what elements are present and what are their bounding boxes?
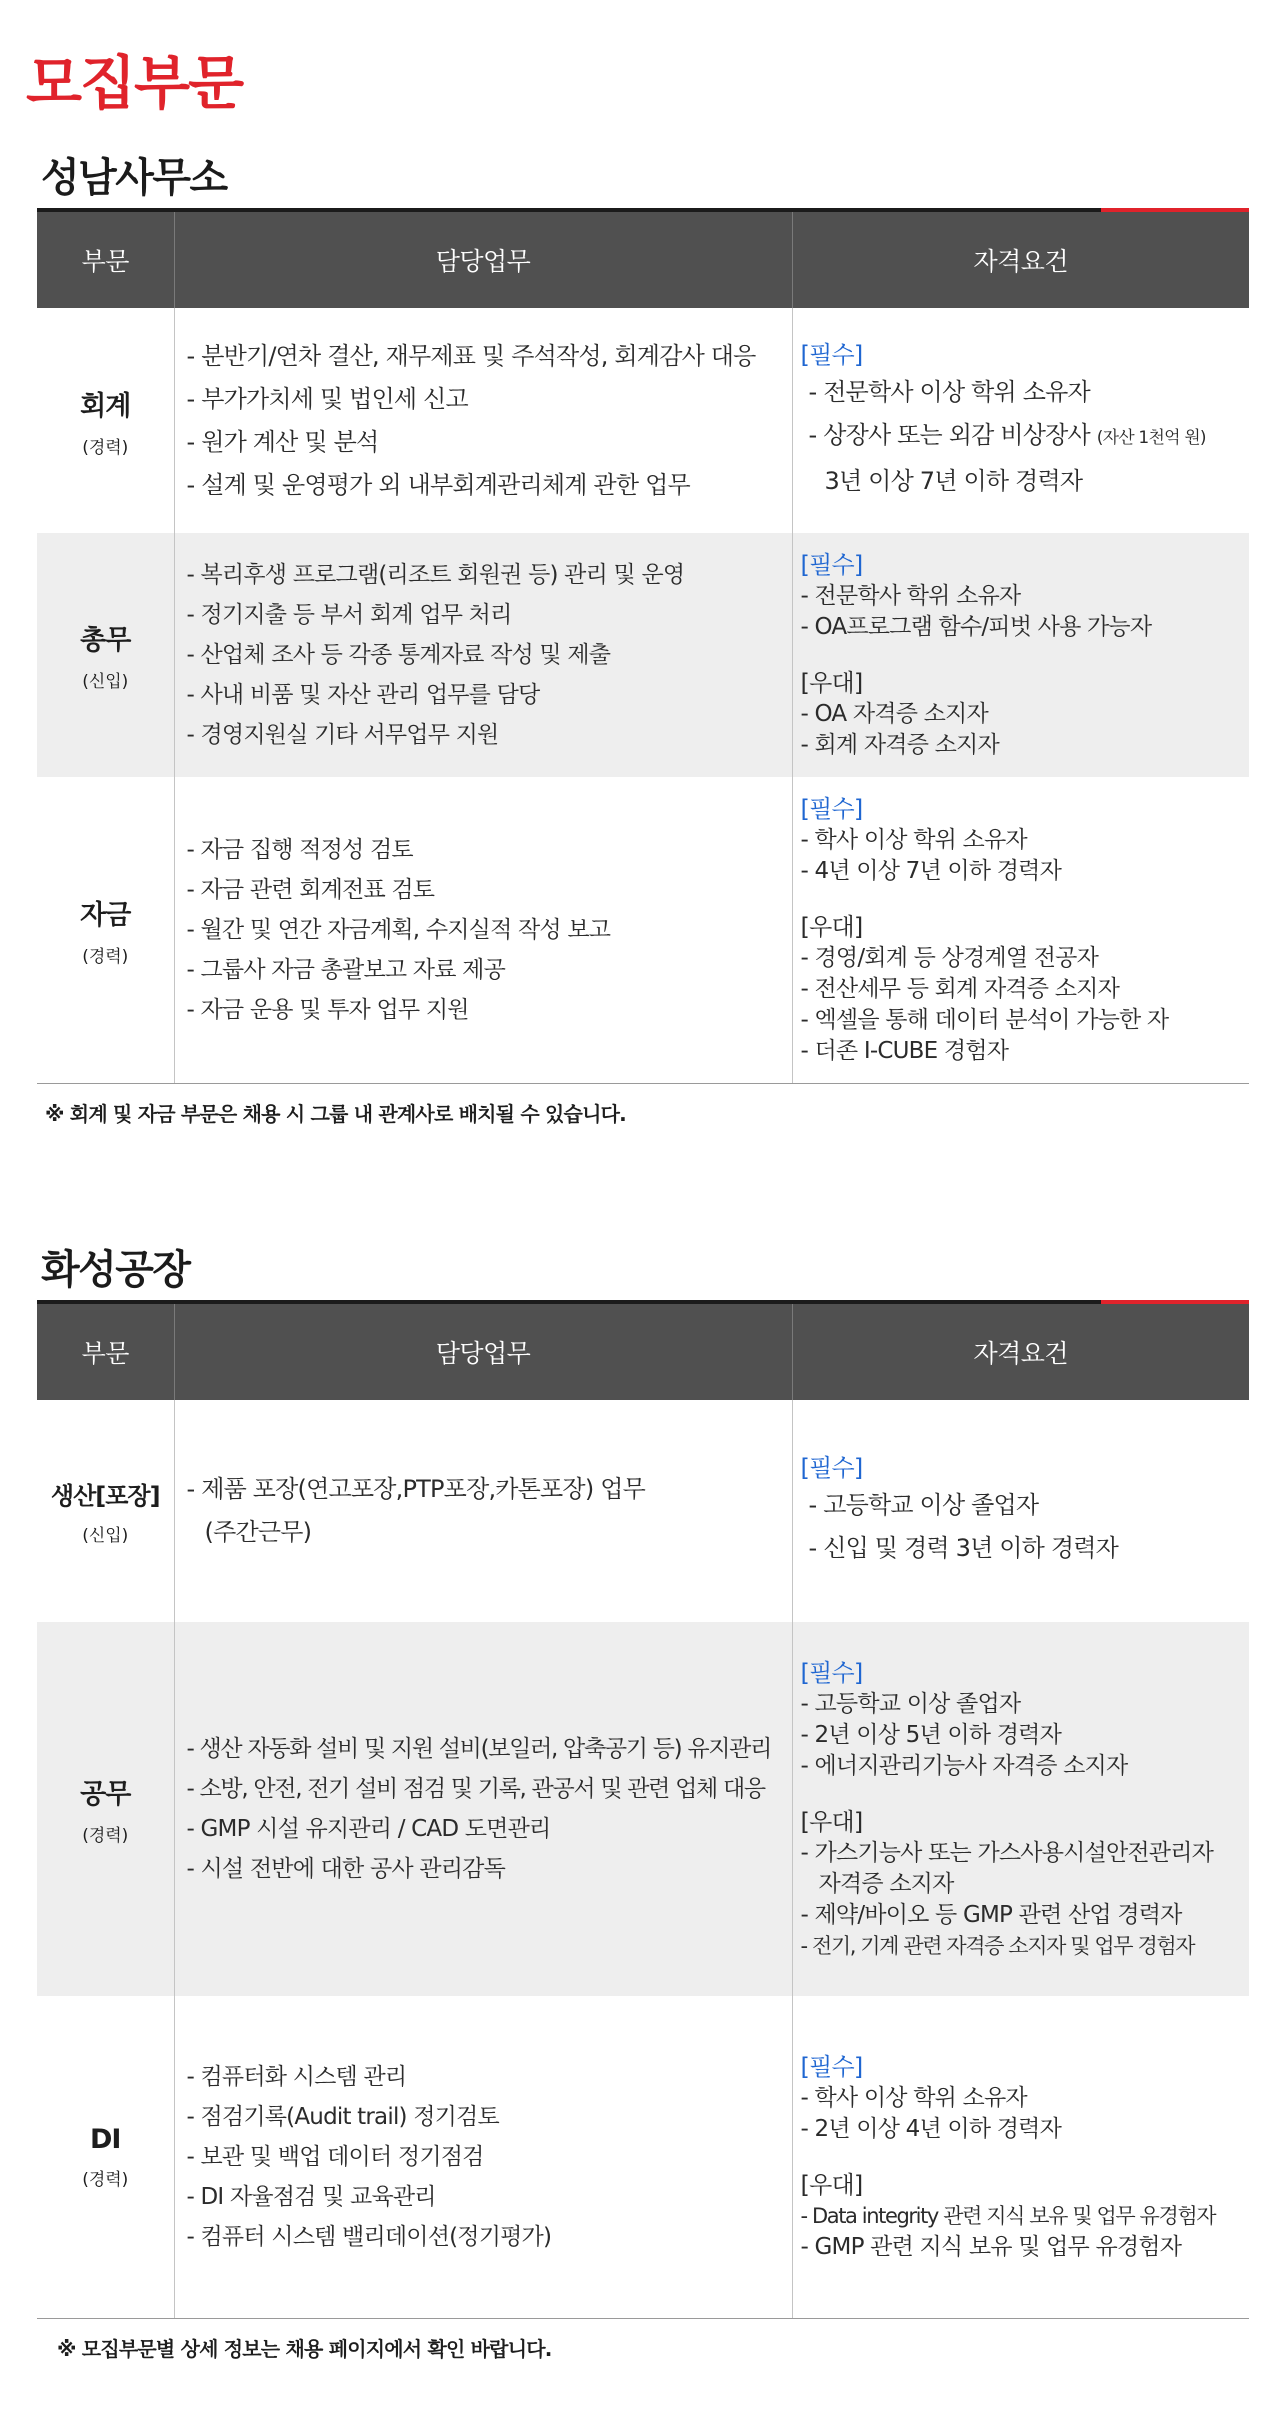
duty-list	[175, 335, 792, 507]
dept-name: 자금	[80, 900, 131, 931]
requirements-cell	[792, 308, 1249, 533]
duty-list	[175, 2057, 792, 2257]
table-row	[37, 1622, 1249, 1996]
duties-cell	[174, 1400, 792, 1622]
required-label: [필수]	[800, 1658, 863, 1687]
table-bottom-rule	[37, 1083, 1249, 1084]
requirement-block	[793, 2051, 1250, 2263]
list-item: - 제품 포장(연고포장,PTP포장,카톤포장) 업무	[186, 1475, 645, 1503]
required-label: [필수]	[800, 1454, 863, 1482]
requirement-note: (자산 1천억 원)	[1096, 427, 1206, 448]
list-item: - 정기지출 등 부서 회계 업무 처리	[186, 602, 512, 628]
section-hwaseong-factory	[37, 1240, 1249, 2362]
list-item: - 자금 집행 적정성 검토	[186, 837, 413, 863]
spacer	[801, 643, 1250, 667]
list-item: - 사내 비품 및 자산 관리 업무를 담당	[186, 682, 540, 708]
list-item: 자격증 소지자	[818, 1870, 954, 1897]
list-item: - 산업체 조사 등 각종 통계자료 작성 및 제출	[186, 642, 611, 668]
hire-type: (경력)	[82, 1826, 129, 1846]
list-item: - 제약/바이오 등 GMP 관련 산업 경력자	[800, 1901, 1182, 1928]
list-item: - DI 자율점검 및 교육관리	[186, 2184, 436, 2210]
accent-rule	[1101, 1300, 1249, 1304]
dept-name: 총무	[80, 625, 131, 656]
required-label: [필수]	[800, 340, 863, 369]
hire-type: (경력)	[82, 947, 129, 967]
requirement-block	[793, 549, 1250, 761]
duties-cell	[174, 533, 792, 777]
table-row	[37, 1996, 1249, 2318]
section-title: 화성공장	[41, 1247, 190, 1293]
dept-name: DI	[90, 2124, 121, 2155]
spacer	[801, 887, 1250, 911]
table-row	[37, 1400, 1249, 1622]
requirement-block	[793, 1452, 1250, 1570]
duty-list	[175, 1468, 792, 1554]
list-item: - 자금 운용 및 투자 업무 지원	[186, 997, 469, 1023]
recruitment-table	[37, 212, 1249, 1083]
preferred-label: [우대]	[800, 2171, 863, 2199]
required-label: [필수]	[800, 551, 863, 579]
list-item	[801, 414, 1250, 460]
dept-cell	[37, 1622, 174, 1996]
preferred-label: [우대]	[800, 1807, 863, 1836]
list-item: - 에너지관리기능사 자격증 소지자	[800, 1752, 1128, 1779]
requirements-cell	[792, 777, 1249, 1083]
hire-type: (경력)	[82, 437, 129, 458]
list-item: - 원가 계산 및 분석	[186, 427, 379, 456]
list-item: - 회계 자격증 소지자	[800, 732, 999, 758]
spacer	[801, 2145, 1250, 2169]
duties-cell	[174, 777, 792, 1083]
list-item: - 점검기록(Audit trail) 정기검토	[186, 2104, 499, 2130]
list-item: - 학사 이상 학위 소유자	[800, 2085, 1027, 2111]
list-item: - OA프로그램 함수/피벗 사용 가능자	[800, 614, 1152, 640]
hire-type: (신입)	[82, 1526, 129, 1546]
recruitment-table	[37, 1304, 1249, 2318]
list-item: - 분반기/연차 결산, 재무제표 및 주석작성, 회계감사 대응	[186, 341, 756, 370]
list-item: - 보관 및 백업 데이터 정기점검	[186, 2144, 484, 2170]
section-top-rule	[37, 1300, 1249, 1304]
list-item: - 설계 및 운영평가 외 내부회계관리체계 관한 업무	[186, 470, 690, 499]
list-item: - 고등학교 이상 졸업자	[808, 1491, 1039, 1519]
requirement-block	[793, 793, 1250, 1067]
hire-type: (신입)	[82, 672, 129, 692]
list-item: - 전문학사 학위 소유자	[800, 583, 1021, 609]
footnote: ※ 모집부문별 상세 정보는 채용 페이지에서 확인 바랍니다.	[57, 2337, 552, 2361]
duty-list	[175, 830, 792, 1030]
list-item: - 경영/회계 등 상경계열 전공자	[800, 945, 1099, 971]
list-item: - 월간 및 연간 자금계획, 수지실적 작성 보고	[186, 917, 611, 943]
hire-type: (경력)	[82, 2170, 129, 2190]
table-row	[37, 308, 1249, 533]
requirements-cell	[792, 533, 1249, 777]
dept-cell	[37, 1996, 174, 2318]
list-item: - 생산 자동화 설비 및 지원 설비(보일러, 압축공기 등) 유지관리	[186, 1736, 771, 1762]
list-item: - 4년 이상 7년 이하 경력자	[800, 858, 1061, 884]
list-item: - Data integrity 관련 지식 보유 및 업무 유경험자	[800, 2204, 1216, 2228]
footnote: ※ 회계 및 자금 부문은 채용 시 그룹 내 관계사로 배치될 수 있습니다.	[45, 1102, 626, 1126]
header-requirements: 자격요건	[792, 212, 1249, 308]
duties-cell	[174, 1996, 792, 2318]
list-item: - 고등학교 이상 졸업자	[800, 1690, 1021, 1717]
page-title: 모집부문	[26, 49, 243, 117]
list-item: - 2년 이상 5년 이하 경력자	[800, 1721, 1061, 1748]
table-header-row	[37, 1304, 1249, 1400]
list-item: - 자금 관련 회계전표 검토	[186, 877, 435, 903]
list-item: - 복리후생 프로그램(리조트 회원권 등) 관리 및 운영	[186, 562, 685, 588]
duty-list	[175, 1729, 792, 1889]
list-item: - 전산세무 등 회계 자격증 소지자	[800, 976, 1119, 1002]
list-item: - 컴퓨터 시스템 밸리데이션(정기평가)	[186, 2224, 552, 2250]
spacer	[801, 1782, 1250, 1806]
list-item: - GMP 관련 지식 보유 및 업무 유경험자	[800, 2234, 1182, 2260]
header-duties: 담당업무	[174, 1304, 792, 1400]
section-title: 성남사무소	[41, 155, 227, 201]
list-item: - 컴퓨터화 시스템 관리	[186, 2064, 407, 2090]
list-item: - 더존 I-CUBE 경험자	[800, 1038, 1009, 1064]
list-item: - 전기, 기계 관련 자격증 소지자 및 업무 경험자	[800, 1933, 1195, 1958]
requirement-text: - 상장사 또는 외감 비상장사	[808, 420, 1090, 449]
table-header-row	[37, 212, 1249, 308]
preferred-label: [우대]	[800, 669, 863, 697]
dept-name: 회계	[80, 390, 131, 422]
list-item: - 신입 및 경력 3년 이하 경력자	[808, 1534, 1119, 1562]
list-item: - 경영지원실 기타 서무업무 지원	[186, 722, 499, 748]
section-seongnam-office	[37, 148, 1249, 1127]
list-item: - 소방, 안전, 전기 설비 점검 및 기록, 관공서 및 관련 업체 대응	[186, 1776, 765, 1802]
dept-cell	[37, 533, 174, 777]
list-item: - 부가가치세 및 법인세 신고	[186, 384, 468, 413]
list-item: - 그룹사 자금 총괄보고 자료 제공	[186, 957, 505, 983]
header-duties: 담당업무	[174, 212, 792, 308]
list-item: - GMP 시설 유지관리 / CAD 도면관리	[186, 1816, 551, 1842]
list-item: (주간근무)	[204, 1518, 312, 1546]
required-label: [필수]	[800, 795, 863, 823]
preferred-label: [우대]	[800, 913, 863, 941]
header-dept: 부문	[37, 1304, 174, 1400]
duty-list	[175, 555, 792, 755]
requirement-block	[793, 1657, 1250, 1962]
duties-cell	[174, 1622, 792, 1996]
requirements-cell	[792, 1996, 1249, 2318]
list-item: - 가스기능사 또는 가스사용시설안전관리자	[800, 1839, 1214, 1866]
list-item: - 시설 전반에 대한 공사 관리감독	[186, 1856, 505, 1882]
list-item: - 전문학사 이상 학위 소유자	[808, 377, 1090, 406]
required-label: [필수]	[800, 2053, 863, 2081]
header-requirements: 자격요건	[792, 1304, 1249, 1400]
list-item: 3년 이상 7년 이하 경력자	[824, 466, 1083, 495]
table-bottom-rule	[37, 2318, 1249, 2319]
accent-rule	[1101, 208, 1249, 212]
header-dept: 부문	[37, 212, 174, 308]
list-item: - OA 자격증 소지자	[800, 701, 988, 727]
requirements-cell	[792, 1400, 1249, 1622]
dept-name: 공무	[80, 1779, 131, 1810]
dept-cell	[37, 1400, 174, 1622]
table-row	[37, 533, 1249, 777]
requirement-block	[793, 339, 1250, 503]
list-item: - 2년 이상 4년 이하 경력자	[800, 2116, 1061, 2142]
table-row	[37, 777, 1249, 1083]
duties-cell	[174, 308, 792, 533]
requirements-cell	[792, 1622, 1249, 1996]
dept-cell	[37, 777, 174, 1083]
list-item: - 엑셀을 통해 데이터 분석이 가능한 자	[800, 1007, 1169, 1033]
dept-name: 생산[포장]	[50, 1482, 160, 1510]
section-top-rule	[37, 208, 1249, 212]
dept-cell	[37, 308, 174, 533]
list-item: - 학사 이상 학위 소유자	[800, 827, 1027, 853]
